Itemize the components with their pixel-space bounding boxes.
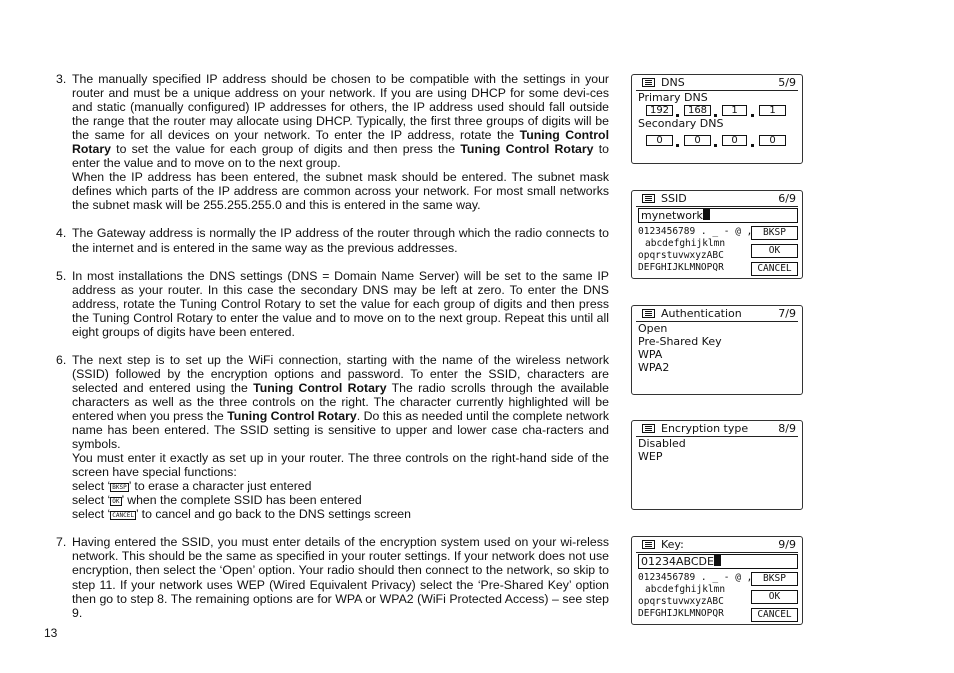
instructions-column — [56, 72, 609, 634]
cancel-button[interactable]: CANCEL — [751, 608, 798, 622]
text-run: . Do this as needed until the complete network name has been entered. The SSID setting is sensitive to upper and lower case cha-racters and symbols. — [72, 408, 609, 452]
text-run: ’ to cancel and go back to the DNS settings screen — [135, 507, 411, 522]
step-number: 5. — [56, 268, 67, 283]
ssid-screen — [631, 190, 803, 279]
ok-button[interactable]: OK — [751, 590, 798, 604]
text-run: The next step is to set up the WiFi connection, starting with the name of the wireless network (SSID) followed by the encryption options and password. To enter the SSID, characters are selected and entered using the — [72, 352, 609, 395]
step-number: 3. — [56, 72, 67, 86]
bold-term: Tuning Control Rotary — [72, 128, 609, 157]
char-row-uppercase[interactable]: DEFGHIJKLMNOPQR — [638, 262, 724, 273]
secondary-dns-label: Secondary DNS — [638, 117, 724, 130]
text-run: select ‘ — [72, 493, 111, 508]
step-number: 6. — [56, 352, 67, 367]
select-cancel-line — [72, 507, 609, 521]
char-row-lowercase-1[interactable]: abcdefghijklmn — [645, 584, 726, 595]
bold-term: Tuning Control Rotary — [460, 142, 594, 157]
menu-icon — [642, 424, 655, 433]
step-6-paragraph-1 — [72, 353, 609, 451]
screen-page: 9/9 — [778, 538, 796, 551]
encryption-type-screen — [631, 420, 803, 510]
text-run: select ‘ — [72, 479, 111, 494]
step-6 — [56, 353, 609, 522]
menu-icon — [642, 540, 655, 549]
ip-dot — [714, 144, 717, 147]
text-cursor — [703, 209, 710, 220]
secondary-dns-octet-2[interactable]: 0 — [684, 135, 711, 146]
step-4-paragraph: The Gateway address is normally the IP address of the router through which the radio connects to the internet and is entered in the same way as the previous addresses. — [72, 226, 609, 255]
screen-page: 7/9 — [778, 307, 796, 320]
bksp-button[interactable]: BKSP — [751, 226, 798, 240]
text-cursor — [714, 555, 721, 566]
bold-term: Tuning Control Rotary — [227, 408, 357, 423]
step-4 — [56, 226, 609, 254]
step-3 — [56, 72, 609, 212]
auth-option-open[interactable]: Open — [638, 322, 668, 335]
ssid-input[interactable] — [638, 208, 798, 223]
auth-option-wpa2[interactable]: WPA2 — [638, 361, 670, 374]
char-row-uppercase[interactable]: DEFGHIJKLMNOPQR — [638, 608, 724, 619]
step-6-paragraph-2: You must enter it exactly as set up in your router. The three controls on the right-hand side of the screen have special functions: — [72, 451, 609, 480]
ok-button[interactable]: OK — [751, 244, 798, 258]
menu-icon — [642, 78, 655, 87]
screen-title: DNS — [661, 76, 685, 89]
auth-option-wpa[interactable]: WPA — [638, 348, 663, 361]
encryption-option-disabled[interactable]: Disabled — [638, 437, 686, 450]
step-7 — [56, 535, 609, 619]
screen-title: SSID — [661, 192, 687, 205]
screen-header — [636, 538, 798, 553]
step-5 — [56, 269, 609, 339]
primary-dns-octet-2[interactable]: 168 — [684, 105, 711, 116]
dns-screen — [631, 74, 803, 164]
screen-title: Encryption type — [661, 422, 749, 435]
screen-header — [636, 422, 798, 437]
primary-dns-octet-3[interactable]: 1 — [722, 105, 747, 116]
select-ok-line — [72, 493, 609, 507]
secondary-dns-octet-1[interactable]: 0 — [646, 135, 673, 146]
step-3-paragraph-2: When the IP address has been entered, the subnet mask should be entered. The subnet mask defines which parts of the IP address are common across your network. For most small networks the subnet mask will be 255.255.255.0 and this is entered in the same way. — [72, 170, 609, 213]
text-run: The manually specified IP address should be chosen to be compatible with the settings in your router and must be a unique address on your network. If you are using DHCP for some devi-ces and static (manually configured) IP addresses for others, the IP address used should fall outside the range that the router may allocate using DHCP. Typically, the first three groups of digits will be the same for all devices on your network. To enter the IP address, rotate the — [72, 72, 609, 143]
text-run: to set the value for each group of digits and then press the — [110, 142, 461, 157]
ip-dot — [751, 114, 754, 117]
char-row-digits[interactable]: 0123456789 . _ - @ , — [638, 572, 753, 583]
step-3-paragraph-1 — [72, 72, 609, 170]
step-7-paragraph: Having entered the SSID, you must enter details of the encryption system used on your wi-reless network. This should be the same as specified in your router settings. If your network does not use encryption, then select the ‘Open’ option. Your radio should then connect to the network, so skip to step 11. If your network uses WEP (Wired Equivalent Privacy) select the ‘Pre-Shared Key’ option then go to step 8. The remaining options are for WPA or WPA2 (WiFi Protected Access) – see step 9. — [72, 535, 609, 620]
screen-page: 5/9 — [778, 76, 796, 89]
encryption-option-wep[interactable]: WEP — [638, 450, 663, 463]
secondary-dns-octet-3[interactable]: 0 — [722, 135, 747, 146]
char-row-digits[interactable]: 0123456789 . _ - @ , — [638, 226, 753, 237]
screen-header — [636, 307, 798, 322]
screen-page: 6/9 — [778, 192, 796, 205]
text-run: The radio scrolls through the available characters as well as the three controls on the right. The character currently highlighted will be entered when you press the — [72, 380, 609, 423]
screen-title: Authentication — [661, 307, 742, 320]
step-number: 7. — [56, 535, 67, 550]
text-run: ’ to erase a character just entered — [128, 479, 312, 494]
ip-dot — [676, 144, 679, 147]
bksp-button[interactable]: BKSP — [751, 572, 798, 586]
cancel-chip-icon: CANCEL — [112, 512, 134, 520]
text-run: ’ when the complete SSID has been entered — [121, 493, 362, 508]
secondary-dns-octet-4[interactable]: 0 — [759, 135, 786, 146]
key-input[interactable] — [638, 554, 798, 569]
screen-header — [636, 192, 798, 207]
bold-term: Tuning Control Rotary — [253, 380, 387, 395]
char-row-lowercase-2[interactable]: opqrstuvwxyzABC — [638, 250, 724, 261]
key-value: 01234ABCDE — [641, 555, 714, 568]
primary-dns-octet-4[interactable]: 1 — [759, 105, 786, 116]
menu-icon — [642, 194, 655, 203]
ssid-value: mynetwork — [641, 209, 703, 222]
select-bksp-line — [72, 479, 609, 493]
step-number: 4. — [56, 226, 67, 241]
auth-option-psk[interactable]: Pre-Shared Key — [638, 335, 722, 348]
authentication-screen — [631, 305, 803, 395]
char-row-lowercase-1[interactable]: abcdefghijklmn — [645, 238, 726, 249]
text-run: select ‘ — [72, 507, 111, 522]
screen-page: 8/9 — [778, 422, 796, 435]
primary-dns-label: Primary DNS — [638, 91, 708, 104]
screen-title: Key: — [661, 538, 684, 551]
step-5-paragraph: In most installations the DNS settings (DNS = Domain Name Server) will be set to the same IP address as your router. In this case the secondary DNS may be left at zero. To enter the DNS address, rotate the Tuning Control Rotary to set the value for each group of digits and then press the Tuning Control Rotary to enter the value and to move on to the next group. Repeat this until all eight groups of digits have been entered. — [72, 268, 609, 339]
screen-header — [636, 76, 798, 91]
bksp-chip-icon: BKSP — [112, 484, 127, 492]
primary-dns-octet-1[interactable]: 192 — [646, 105, 673, 116]
ok-chip-icon: OK — [112, 498, 120, 506]
text-run: to enter the value and to move on to the next group. — [72, 142, 609, 171]
char-row-lowercase-2[interactable]: opqrstuvwxyzABC — [638, 596, 724, 607]
cancel-button[interactable]: CANCEL — [751, 262, 798, 276]
menu-icon — [642, 309, 655, 318]
page-number: 13 — [44, 626, 58, 640]
key-screen — [631, 536, 803, 625]
ip-dot — [751, 144, 754, 147]
